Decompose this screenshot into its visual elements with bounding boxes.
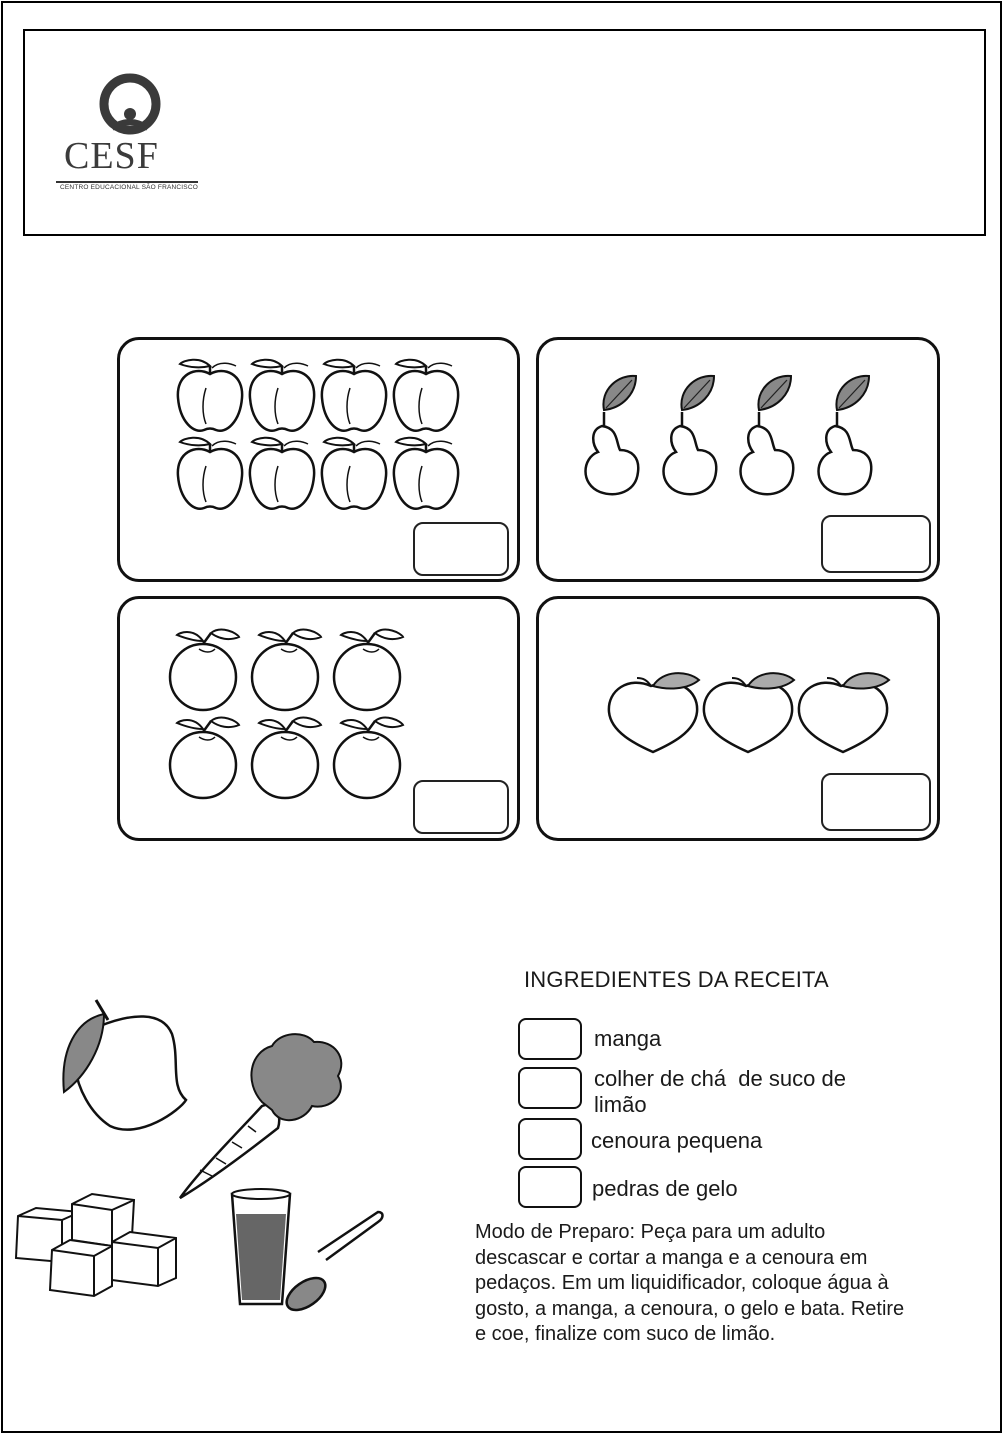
spoon-icon [281, 1212, 382, 1316]
recipe-illustrations [0, 990, 420, 1320]
ingredient-label-gelo: pedras de gelo [592, 1176, 738, 1201]
preparation-method: Modo de Preparo: Peça para um adulto descascar e cortar a manga e a cenoura em pedaços. Em um liquidificador, coloque água à gosto, a manga, a cenoura, o gelo e bata. Retire e coe, finalize com suco de limão. [475, 1221, 905, 1345]
mango-icon [63, 1000, 186, 1130]
ingredient-box-cenoura[interactable] [518, 1118, 582, 1160]
ice-cubes-icon [16, 1194, 176, 1296]
ingredient-box-limao[interactable] [518, 1067, 582, 1109]
ingredient-label-limao: colher de chá de suco de limão [594, 1066, 853, 1117]
ingredient-box-manga[interactable] [518, 1018, 582, 1060]
juice-glass-icon [232, 1189, 290, 1304]
ingredients-title: INGREDIENTES DA RECEITA [524, 967, 829, 992]
carrot-icon [180, 1034, 341, 1198]
ingredient-label-manga: manga [594, 1026, 662, 1051]
logo-subtitle: CENTRO EDUCACIONAL SÃO FRANCISCO [60, 184, 198, 191]
logo-title: CESF [64, 135, 159, 177]
ingredient-label-cenoura: cenoura pequena [591, 1128, 763, 1153]
ingredient-box-gelo[interactable] [518, 1166, 582, 1208]
